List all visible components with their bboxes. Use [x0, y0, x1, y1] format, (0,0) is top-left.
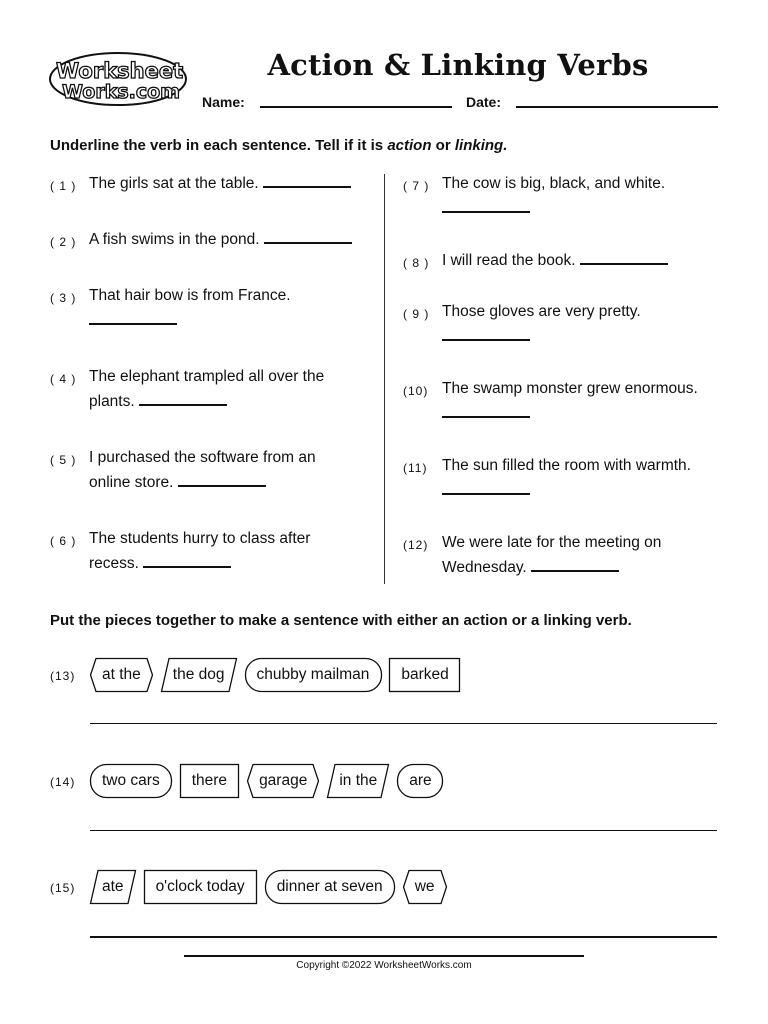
pieces-row-13 — [90, 658, 461, 692]
page-title: Action & Linking Verbs — [267, 48, 649, 82]
answer-line[interactable] — [90, 830, 717, 831]
question-text: The sun filled the room with warmth. — [442, 457, 691, 474]
question-item — [442, 530, 712, 580]
section2-instruction: Put the pieces together to make a sentence with either an action or a linking verb. — [50, 612, 632, 629]
date-field[interactable] — [516, 106, 718, 108]
question-number: ( 2 ) — [50, 235, 77, 249]
instruction-text: Underline the verb in each sentence. Tell if it is — [50, 137, 388, 154]
instruction-action: action — [387, 137, 432, 154]
answer-blank[interactable] — [264, 228, 352, 244]
question-number: ( 6 ) — [50, 534, 77, 548]
question-text: I will read the book. — [442, 252, 576, 269]
answer-blank[interactable] — [139, 390, 227, 406]
logo-text-line1: Worksheet — [56, 59, 184, 83]
question-text: The swamp monster grew enormous. — [442, 380, 698, 397]
word-piece-text: garage — [259, 772, 308, 789]
item-number: (14) — [50, 775, 76, 789]
word-piece-text: o'clock today — [155, 878, 245, 895]
question-item — [442, 376, 732, 426]
question-item — [89, 526, 349, 576]
word-piece[interactable] — [327, 764, 389, 798]
answer-blank[interactable] — [442, 325, 530, 341]
word-piece[interactable] — [403, 870, 447, 904]
question-item — [442, 453, 722, 503]
question-number: ( 9 ) — [403, 307, 430, 321]
question-item — [442, 248, 732, 273]
worksheetworks-logo — [48, 52, 188, 108]
question-text: That hair bow is from France. — [89, 287, 291, 304]
pieces-row-14 — [90, 764, 444, 798]
question-text: The elephant trampled all over the plants. — [89, 368, 325, 410]
word-piece[interactable] — [90, 764, 172, 798]
word-piece-text: barked — [401, 666, 449, 683]
word-piece-text: dinner at seven — [276, 878, 383, 895]
question-text: I purchased the software from an online store. — [89, 449, 316, 491]
question-number: ( 3 ) — [50, 291, 77, 305]
question-number: ( 1 ) — [50, 179, 77, 193]
word-piece[interactable] — [397, 764, 443, 798]
question-item — [89, 283, 349, 333]
item-number: (13) — [50, 669, 76, 683]
pieces-row-15 — [90, 870, 447, 904]
footer-divider — [184, 955, 584, 957]
answer-blank[interactable] — [263, 172, 351, 188]
answer-line[interactable] — [90, 936, 717, 938]
word-piece[interactable] — [180, 764, 239, 798]
answer-line[interactable] — [90, 723, 717, 724]
question-item — [442, 171, 712, 221]
question-number: (12) — [403, 538, 429, 552]
answer-blank[interactable] — [442, 197, 530, 213]
word-piece[interactable] — [144, 870, 257, 904]
word-piece[interactable] — [265, 870, 395, 904]
question-text: The girls sat at the table. — [89, 175, 259, 192]
word-piece-text: in the — [339, 772, 378, 789]
word-piece-text: chubby mailman — [256, 666, 370, 683]
question-number: ( 7 ) — [403, 179, 430, 193]
question-number: (11) — [403, 461, 428, 475]
word-piece[interactable] — [161, 658, 237, 692]
answer-blank[interactable] — [178, 471, 266, 487]
word-piece-text: at the — [102, 666, 141, 683]
question-text: The students hurry to class after recess. — [89, 530, 311, 572]
copyright: Copyright ©2022 WorksheetWorks.com — [296, 960, 472, 971]
logo-text-line2: Works.com — [62, 81, 180, 103]
question-text: We were late for the meeting on Wednesday. — [442, 534, 662, 576]
question-item — [89, 364, 359, 414]
section1-instruction — [50, 137, 507, 154]
question-text: A fish swims in the pond. — [89, 231, 260, 248]
word-piece-text: there — [191, 772, 228, 789]
date-label: Date: — [466, 94, 502, 110]
question-number: ( 4 ) — [50, 372, 77, 386]
answer-blank[interactable] — [531, 556, 619, 572]
question-text: Those gloves are very pretty. — [442, 303, 641, 320]
item-number: (15) — [50, 881, 76, 895]
answer-blank[interactable] — [580, 249, 668, 265]
name-label: Name: — [202, 94, 245, 110]
answer-blank[interactable] — [89, 309, 177, 325]
question-number: ( 8 ) — [403, 256, 430, 270]
word-piece[interactable] — [247, 764, 319, 798]
name-field[interactable] — [260, 106, 452, 108]
word-piece[interactable] — [245, 658, 382, 692]
word-piece-text: are — [409, 772, 432, 789]
question-number: ( 5 ) — [50, 453, 77, 467]
answer-blank[interactable] — [143, 552, 231, 568]
word-piece-text: two cars — [102, 772, 160, 789]
word-piece[interactable] — [389, 658, 460, 692]
answer-blank[interactable] — [442, 479, 530, 495]
question-item — [89, 227, 379, 252]
instruction-or: or — [431, 137, 455, 154]
word-piece-text: we — [414, 878, 435, 895]
question-item — [89, 171, 379, 196]
question-text: The cow is big, black, and white. — [442, 175, 666, 192]
word-piece-text: ate — [102, 878, 124, 895]
question-item — [442, 299, 682, 349]
question-item — [89, 445, 359, 495]
answer-blank[interactable] — [442, 402, 530, 418]
word-piece-text: the dog — [172, 666, 225, 683]
question-number: (10) — [403, 384, 429, 398]
instruction-linking: linking. — [454, 137, 508, 154]
column-divider — [384, 174, 385, 584]
word-piece[interactable] — [90, 870, 136, 904]
word-piece[interactable] — [90, 658, 153, 692]
